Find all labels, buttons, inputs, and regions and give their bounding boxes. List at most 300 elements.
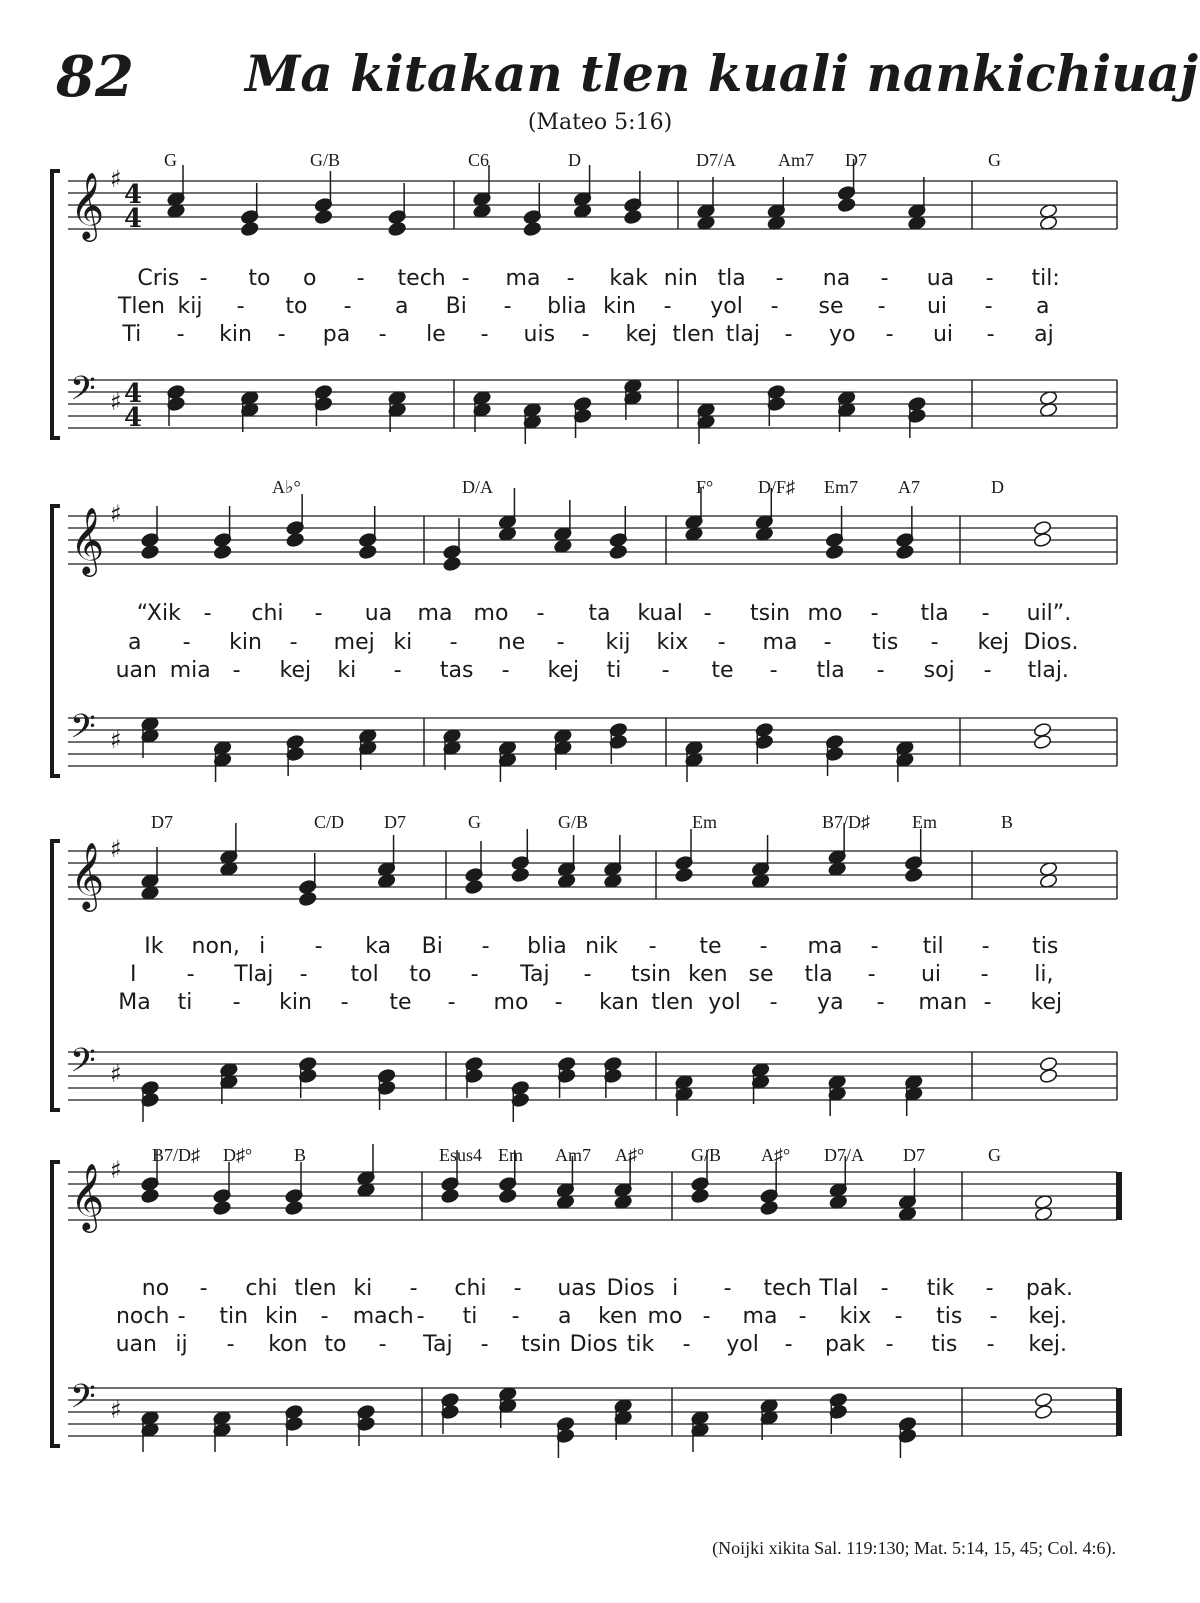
lyric-syllable: ne [497,630,526,655]
lyric-syllable: kej [1030,990,1063,1015]
note-head [240,221,259,237]
key-signature-sharp-icon: ♯ [110,835,122,863]
lyric-syllable: tis [936,1304,963,1329]
chord-symbol: G [468,812,481,832]
lyric-syllable: - [470,962,479,987]
chord-symbol: G/B [691,1145,722,1165]
lyric-syllable: - [501,658,510,683]
lyric-syllable: - [769,658,778,683]
lyric-syllable: nik [585,934,618,959]
lyric-syllable: se [818,294,844,319]
lyric-syllable: - [661,658,670,683]
lyric-syllable: Ik [144,934,164,959]
chord-symbol: G/B [310,150,341,170]
lyric-syllable: tla [816,658,845,683]
lyric-syllable: tlaj [725,322,761,347]
lyric-syllable: mo [473,601,509,626]
lyric-syllable: te [389,990,412,1015]
lyric-syllable: - [894,1304,903,1329]
system-bracket [52,841,60,1110]
lyric-syllable: til [922,934,944,959]
lyric-syllable: ui [932,322,954,347]
note-head [388,221,407,237]
lyric-syllable: - [723,1276,732,1301]
lyric-syllable: - [356,266,365,291]
lyric-syllable: - [985,1276,994,1301]
lyric-syllable: te [711,658,734,683]
lyric-syllable: - [980,962,989,987]
lyric-syllable: chi [251,601,284,626]
lyric-syllable: - [554,990,563,1015]
lyric-syllable: ua [364,601,393,626]
lyric-syllable: kej [625,322,658,347]
chord-symbol: Em7 [824,477,858,497]
note-head [298,891,317,907]
lyric-syllable: tlen [672,322,715,347]
lyric-syllable: li, [1034,962,1054,987]
lyric-syllable: - [556,630,565,655]
lyric-syllable: til: [1031,266,1060,291]
lyric-syllable: Tlal [819,1276,859,1301]
lyric-syllable: Dios. [1023,630,1079,655]
lyric-syllable: ui [926,294,948,319]
lyric-syllable: Tlen [117,294,165,319]
lyric-syllable: Cris [137,266,180,291]
lyric-syllable: tla [717,266,746,291]
note-head [141,1188,160,1204]
lyric-syllable: kin [219,322,252,347]
lyric-syllable: - [232,658,241,683]
lyric-syllable: - [981,934,990,959]
time-signature-lower: 4 [124,403,143,433]
lyric-syllable: - [880,266,889,291]
lyric-syllable: a [557,1304,572,1329]
lyric-syllable: uan [115,1332,157,1357]
bass-clef-icon: 𝄢 [70,1378,96,1424]
note-head [286,532,305,548]
note-head [213,1200,232,1216]
system-bracket [52,171,60,438]
lyric-syllable: - [648,934,657,959]
note-head [441,1188,460,1204]
chord-symbol: B [1001,812,1014,832]
lyric-syllable: - [880,1276,889,1301]
bass-clef-icon: 𝄢 [70,708,96,754]
lyric-syllable: - [199,266,208,291]
lyric-syllable: kon [268,1332,308,1357]
bass-clef-icon: 𝄢 [70,1042,96,1088]
chord-symbol: G [988,1145,1001,1165]
lyric-syllable: a [1035,294,1050,319]
lyric-syllable: mo [493,990,529,1015]
lyric-syllable: a [394,294,409,319]
lyric-syllable: - [876,990,885,1015]
chord-symbol: Esus4 [439,1145,483,1165]
lyric-syllable: a [127,630,142,655]
lyric-syllable: mo [807,601,843,626]
lyric-syllable: Dios [606,1276,655,1301]
note-head [141,544,160,560]
lyric-syllable: tsin [520,1332,562,1357]
lyric-syllable: - [581,322,590,347]
lyric-syllable: tech [397,266,446,291]
lyric-syllable: Bi [421,934,443,959]
lyric-syllable: tlen [294,1276,337,1301]
lyric-syllable: - [203,601,212,626]
lyric-syllable: ti [177,990,193,1015]
lyric-syllable: tla [920,601,949,626]
lyric-syllable: kin [603,294,636,319]
lyric-syllable: pak [824,1332,866,1357]
key-signature-sharp-icon: ♯ [110,1396,122,1424]
lyric-syllable: kan [599,990,639,1015]
lyric-syllable: kej [547,658,580,683]
lyric-syllable: - [775,266,784,291]
chord-symbol: G/B [558,812,589,832]
chord-symbol: G [164,150,177,170]
lyric-syllable: ta [588,601,611,626]
lyric-syllable: I [130,962,137,987]
chord-symbol: Em [912,812,937,832]
note-head [675,867,694,883]
final-bar-line [1116,1388,1122,1436]
lyric-syllable: - [378,1332,387,1357]
lyric-syllable: - [870,934,879,959]
lyric-syllable: yol [708,990,741,1015]
lyric-syllable: tik [626,1332,655,1357]
key-signature-sharp-icon: ♯ [110,1156,122,1184]
note-head [498,1188,517,1204]
lyric-syllable: o [302,266,317,291]
lyric-syllable: na [822,266,851,291]
chord-symbol: D/A [462,477,493,497]
lyric-syllable: to [324,1332,347,1357]
lyric-syllable: kej [977,630,1010,655]
note-head [837,197,856,213]
lyric-syllable: - [877,294,886,319]
lyric-syllable: - [289,630,298,655]
lyric-syllable: tin [219,1304,249,1329]
lyric-syllable: - [503,294,512,319]
chord-symbol: A♯° [615,1145,645,1165]
lyric-syllable: - [566,266,575,291]
chord-symbol: D7 [384,812,406,832]
lyric-syllable: tsin [630,962,672,987]
lyric-syllable: - [759,934,768,959]
lyric-syllable: noch [115,1304,170,1329]
lyric-syllable: - [784,322,793,347]
lyric-syllable: - [236,294,245,319]
note-head [213,544,232,560]
lyric-syllable: nin [663,266,698,291]
lyric-syllable: - [784,1332,793,1357]
lyric-syllable: Ma [118,990,151,1015]
lyric-syllable: “Xik [136,601,181,626]
note-head [1033,734,1052,750]
lyric-syllable: ki [393,630,413,655]
lyric-syllable: tlaj. [1027,658,1069,683]
key-signature-sharp-icon: ♯ [110,1060,122,1088]
note-head [285,1200,304,1216]
system-bracket [52,506,60,776]
key-signature-sharp-icon: ♯ [110,165,122,193]
lyric-syllable: chi [245,1276,278,1301]
note-head [443,556,462,572]
lyric-syllable: - [986,1332,995,1357]
lyric-syllable: Tlaj [234,962,274,987]
lyric-syllable: - [182,630,191,655]
key-signature-sharp-icon: ♯ [110,500,122,528]
lyric-syllable: ij [175,1332,188,1357]
lyric-syllable: - [798,1304,807,1329]
chord-symbol: D7 [903,1145,925,1165]
note-head [623,209,642,225]
lyric-syllable: le [426,322,446,347]
lyric-syllable: kak [609,266,649,291]
chord-symbol: A♯° [761,1145,791,1165]
lyric-syllable: tsin [749,601,791,626]
lyric-syllable: kix [656,630,689,655]
lyric-syllable: - [770,294,779,319]
lyric-syllable: - [314,934,323,959]
lyric-syllable: - [536,601,545,626]
lyric-syllable: yol [710,294,743,319]
lyric-syllable: - [511,1304,520,1329]
lyric-syllable: mia [169,658,211,683]
lyric-syllable: blia [527,934,567,959]
lyric-syllable: ma [762,630,798,655]
lyric-syllable: Taj [423,1332,453,1357]
lyric-syllable: - [984,294,993,319]
lyric-syllable: ui [920,962,942,987]
chord-symbol: D7/A [824,1145,864,1165]
system-bracket [52,1162,60,1446]
lyric-syllable: mo [647,1304,683,1329]
lyric-syllable: uil”. [1026,601,1072,626]
lyric-syllable: uas [557,1276,597,1301]
chord-symbol: D7 [151,812,173,832]
lyric-syllable: soj [923,658,955,683]
lyric-syllable: kej. [1028,1304,1068,1329]
chord-symbol: B [294,1145,307,1165]
chord-symbol: A7 [898,477,920,497]
chord-symbol: D [568,150,581,170]
lyric-syllable: mach [352,1304,414,1329]
lyric-syllable: yol [726,1332,759,1357]
lyric-syllable: - [186,962,195,987]
note-head [1039,1068,1058,1084]
lyric-syllable: ken [598,1304,638,1329]
lyric-syllable: kin [279,990,312,1015]
time-signature-upper: 4 [124,180,143,210]
note-head [314,209,333,225]
lyric-syllable: - [663,294,672,319]
lyric-syllable: - [983,658,992,683]
lyric-syllable: - [583,962,592,987]
lyric-syllable: - [989,1304,998,1329]
lyric-syllable: - [314,601,323,626]
treble-clef-icon: 𝄞 [70,841,105,909]
lyric-syllable: se [748,962,774,987]
time-signature-upper: 4 [124,379,143,409]
final-bar-line [1116,1172,1122,1220]
lyric-syllable: ki [353,1276,373,1301]
lyric-syllable: tla [804,962,833,987]
lyric-syllable: ki [337,658,357,683]
footnote: (Noijki xikita Sal. 119:130; Mat. 5:14, 15, 45; Col. 4:6). [712,1538,1116,1558]
chord-symbol: D♯° [223,1145,253,1165]
key-signature-sharp-icon: ♯ [110,388,122,416]
chord-symbol: D7 [845,150,867,170]
lyric-syllable: - [232,990,241,1015]
chord-symbol: C/D [314,812,345,832]
lyric-syllable: - [983,990,992,1015]
lyric-syllable: - [481,934,490,959]
lyric-syllable: - [447,990,456,1015]
note-head [691,1188,710,1204]
lyric-syllable: - [769,990,778,1015]
note-head [904,867,923,883]
note-head [523,221,542,237]
lyric-syllable: pa [322,322,351,347]
lyric-syllable: kij [177,294,203,319]
note-head [895,544,914,560]
scripture-reference: (Mateo 5:16) [527,110,673,135]
lyric-syllable: kej. [1028,1332,1068,1357]
lyric-syllable: ua [926,266,955,291]
lyric-syllable: - [177,1304,186,1329]
lyric-syllable: ken [688,962,728,987]
lyric-syllable: - [393,658,402,683]
hymn-number: 82 [56,44,134,110]
lyric-syllable: uis [523,322,556,347]
lyric-syllable: ti [462,1304,478,1329]
lyric-syllable: ka [365,934,392,959]
lyric-syllable: ti [606,658,622,683]
lyric-syllable: - [885,1332,894,1357]
lyric-syllable: - [226,1332,235,1357]
lyric-syllable: - [199,1276,208,1301]
lyric-syllable: - [930,630,939,655]
lyric-syllable: - [378,322,387,347]
note-head [609,544,628,560]
lyric-syllable: - [343,294,352,319]
lyric-syllable: Bi [445,294,467,319]
lyric-syllable: kin [265,1304,298,1329]
lyric-syllable: - [340,990,349,1015]
lyric-syllable: - [867,962,876,987]
lyric-syllable: ya [817,990,844,1015]
system-2 [0,486,1200,806]
lyric-syllable: tis [931,1332,958,1357]
note-head [465,879,484,895]
note-head [358,544,377,560]
lyric-syllable: no [141,1276,170,1301]
lyric-syllable: tik [926,1276,955,1301]
lyric-syllable: pak. [1025,1276,1074,1301]
lyric-syllable: man [918,990,968,1015]
bass-clef-icon: 𝄢 [70,370,96,416]
note-head [1033,532,1052,548]
note-head [760,1200,779,1216]
lyric-syllable: - [416,1304,425,1329]
lyric-syllable: mej [333,630,375,655]
lyric-syllable: chi [454,1276,487,1301]
lyric-syllable: - [449,630,458,655]
lyric-syllable: Taj [520,962,550,987]
lyric-syllable: ma [505,266,541,291]
chord-symbol: D/F♯ [758,477,796,497]
lyric-syllable: - [480,1332,489,1357]
lyric-syllable: - [513,1276,522,1301]
lyric-syllable: kej [279,658,312,683]
chord-symbol: Am7 [555,1145,591,1165]
chord-symbol: F° [696,477,714,497]
lyric-syllable: - [703,601,712,626]
lyric-syllable: non, [191,934,240,959]
lyric-syllable: yo [829,322,856,347]
lyric-syllable: tech [763,1276,812,1301]
lyric-syllable: tas [439,658,474,683]
lyric-syllable: - [320,1304,329,1329]
lyric-syllable: tlen [651,990,694,1015]
note-head [825,544,844,560]
lyric-syllable: - [461,266,470,291]
lyric-syllable: tis [872,630,899,655]
lyric-syllable: - [717,630,726,655]
lyric-syllable: ma [807,934,843,959]
lyric-syllable: - [682,1332,691,1357]
hymn-title: Ma kitakan tlen kuali nankichiuaj [245,44,1198,103]
lyric-syllable: Ti [122,322,142,347]
lyric-syllable: - [409,1276,418,1301]
lyric-syllable: to [285,294,308,319]
lyric-syllable: Dios [569,1332,618,1357]
chord-symbol: B7/D♯ [822,812,871,832]
lyric-syllable: - [299,962,308,987]
lyric-syllable: blia [547,294,587,319]
treble-clef-icon: 𝄞 [70,506,105,574]
chord-symbol: Em [498,1145,523,1165]
system-3 [0,821,1200,1140]
lyric-syllable: - [870,601,879,626]
chord-symbol: G [988,150,1001,170]
lyric-syllable: tol [350,962,379,987]
lyric-syllable: - [823,630,832,655]
lyric-syllable: - [981,601,990,626]
lyric-syllable: ma [742,1304,778,1329]
chord-symbol: Am7 [778,150,814,170]
lyric-syllable: aj [1034,322,1054,347]
chord-symbol: D [991,477,1004,497]
lyric-syllable: kij [605,630,631,655]
treble-clef-icon: 𝄞 [70,1162,105,1230]
lyric-syllable: kix [839,1304,872,1329]
key-signature-sharp-icon: ♯ [110,726,122,754]
lyric-syllable: - [985,266,994,291]
note-head [1034,1404,1053,1420]
lyric-syllable: - [480,322,489,347]
lyric-syllable: ma [417,601,453,626]
lyric-syllable: - [986,322,995,347]
lyric-syllable: - [876,658,885,683]
lyric-syllable: i [259,934,266,959]
lyric-syllable: i [672,1276,679,1301]
lyric-syllable: kin [229,630,262,655]
chord-symbol: B7/D♯ [152,1145,201,1165]
lyric-syllable: - [176,322,185,347]
lyric-syllable: - [702,1304,711,1329]
